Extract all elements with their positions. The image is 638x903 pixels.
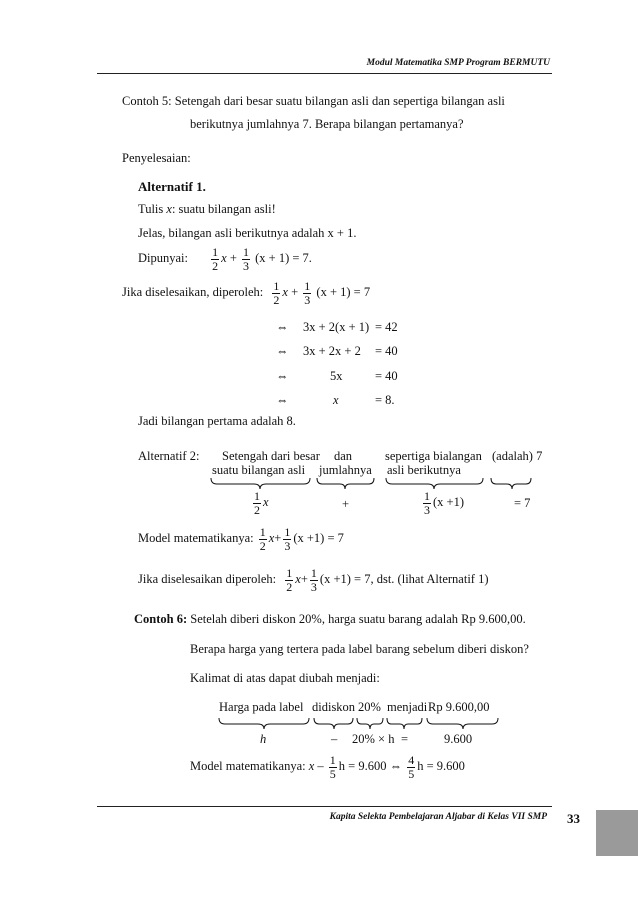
step-1-lhs: 3x + 2(x + 1) [303,320,370,334]
jika-label: Jika diselesaikan, diperoleh: [122,284,264,299]
fraction-half: $\frac{1}{2}$ [259,525,266,553]
underbrace-3 [386,478,483,489]
contoh6-part1: Harga pada label [219,700,304,714]
running-header: Modul Matematika SMP Program BERMUTU [366,58,550,68]
alt2-model: Model matematikanya: $\frac{1}{2}$ x+ $\frac{1}{3}$ (x +1) = 7 [138,525,344,553]
alt2-half-x: $\frac{1}{2}$ x [254,489,269,517]
fraction-third: $\frac{1}{3}$ [424,489,430,517]
fraction-fifth: $\frac{1}{5}$ [329,753,336,781]
underbrace-c6-3 [357,718,383,729]
alt2-part1a: Setengah dari besar [222,449,320,463]
fraction-third: $\frac{1}{3}$ [243,245,249,273]
contoh6-text: Setelah diberi diskon 20%, harga suatu barang adalah Rp 9.600,00. [187,612,526,626]
step-3-rhs: = 40 [375,369,398,383]
page-tab-marker [596,810,638,856]
contoh6-part5: Rp 9.600,00 [428,700,490,714]
underbrace-c6-1 [219,718,309,729]
alt2-label: Alternatif 2: [138,449,200,463]
contoh6-eq: = [401,732,409,746]
alt2-part4: (adalah) 7 [492,449,543,463]
fraction-third: $\frac{1}{3}$ [304,279,311,307]
alt2-part3a: sepertiga bialangan [385,449,482,463]
alt2-eq7: = 7 [514,496,531,510]
alt1-title: Alternatif 1. [138,179,206,194]
fraction-four-fifths: $\frac{4}{5}$ [408,753,415,781]
tulis-var: x [166,202,172,216]
underbrace-c6-5 [427,718,498,729]
tulis-pre: Tulis [138,202,167,216]
contoh6-h: h [260,732,267,746]
underbrace-c6-4 [387,718,422,729]
contoh5-line1: Contoh 5: Setengah dari besar suatu bilangan asli dan sepertiga bilangan asli [122,94,505,108]
step-4-lhs: x [333,393,339,407]
fraction-half: $\frac{1}{2}$ [254,489,260,517]
contoh6-part3: 20% [358,700,381,714]
tulis-post: : suatu bilangan asli! [171,202,276,216]
model-label: Model matematikanya: [138,530,254,545]
alt1-jelas: Jelas, bilangan asli berikutnya adalah x + 1. [138,226,357,240]
contoh6-part4: menjadi [387,700,428,714]
alt1-dipunyai: Dipunyai: $\frac{1}{2}$ x + $\frac{1}{3}$ (x + 1) = 7. [138,245,312,273]
contoh6-label: Contoh 6: [134,612,188,626]
fraction-third: $\frac{1}{3}$ [310,566,317,594]
contoh6-part2: didiskon [312,700,356,714]
step-2-rhs: = 40 [375,344,398,358]
fraction-half: $\frac{1}{2}$ [273,279,280,307]
model-rest: (x +1) = 7 [293,530,344,545]
alt2-plus: + [342,497,350,511]
alt2-part1b: suatu bilangan asli [212,463,306,477]
contoh5-line2: berikutnya jumlahnya 7. Berapa bilangan pertamanya? [190,117,464,131]
step-3-lhs: 5x [330,369,343,383]
underbrace-c6-2 [314,718,353,729]
underbrace-1 [211,478,310,489]
step-2-lhs: 3x + 2x + 2 [303,344,361,358]
penyelesaian-label: Penyelesaian: [122,151,191,165]
contoh6-line [134,612,526,627]
fraction-third: $\frac{1}{3}$ [284,525,291,553]
contoh6-value: 9.600 [444,732,473,746]
dipunyai-rest: (x + 1) = 7. [255,250,312,265]
footer-title: Kapita Selekta Pembelajaran Aljabar di Kelas VII SMP [329,812,547,822]
contoh6-minus: – [331,732,338,746]
alt1-conclusion: Jadi bilangan pertama adalah 8. [138,414,296,428]
step-4-symbol: ⇔ [276,393,289,407]
alt2-third-term: $\frac{1}{3}$ (x +1) [424,489,464,517]
alt2-jika: Jika diselesaikan diperoleh: $\frac{1}{2}$ x+ $\frac{1}{3}$ (x +1) = 7, dst. (lihat Alternatif 1) [138,566,489,594]
contoh6-pct: 20% × h [352,732,395,746]
step-4-rhs: = 8. [375,393,395,407]
jika-rest: (x + 1) = 7 [316,284,371,299]
model-label: Model matematikanya: [190,758,306,773]
underbrace-4 [491,478,531,489]
dst-note: , dst. (lihat Alternatif 1) [370,571,489,586]
contoh6-model: Model matematikanya: x – $\frac{1}{5}$ h = 9.600 ⇔ $\frac{4}{5}$ h = 9.600 [190,753,465,781]
contoh6-kalimat: Kalimat di atas dapat diubah menjadi: [190,671,380,685]
underbrace-2 [317,478,374,489]
alt1-jika: Jika diselesaikan, diperoleh: $\frac{1}{2}$ x + $\frac{1}{3}$ (x + 1) = 7 [122,279,371,307]
contoh6-question: Berapa harga yang tertera pada label barang sebelum diberi diskon? [190,642,529,656]
step-2-symbol: ⇔ [276,344,289,358]
fraction-half: $\frac{1}{2}$ [212,245,219,273]
dipunyai-label: Dipunyai: [138,250,188,265]
alt2-part3b: asli berikutnya [387,463,461,477]
page-number: 33 [567,811,580,826]
step-1-rhs: = 42 [375,320,398,334]
footer-rule [97,806,552,807]
step-3-symbol: ⇔ [276,369,289,383]
step-1-symbol: ⇔ [276,320,289,334]
jika-rest: (x +1) = 7 [319,571,371,586]
alt2-part2b: jumlahnya [319,463,372,477]
jika-label: Jika diselesaikan diperoleh: [138,571,277,586]
fraction-half: $\frac{1}{2}$ [286,566,293,594]
alt2-part2a: dan [334,449,353,463]
